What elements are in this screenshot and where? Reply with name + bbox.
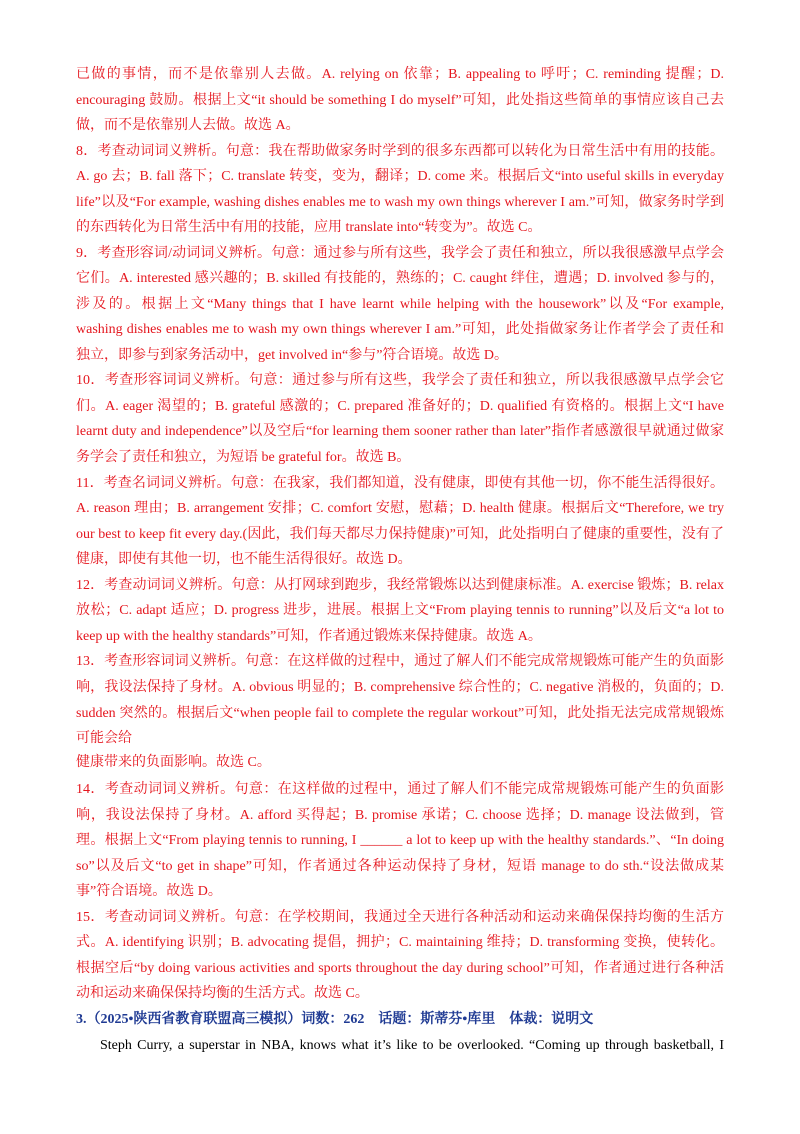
explanation-line: 们。A. eager 渴望的；B. grateful 感激的；C. prepared 准备好的；D. qualified 有资格的。根据上文“I have <box>76 399 724 414</box>
explanation-line: 务学会了责任和独立，为短语 be grateful for。故选 B。 <box>76 450 411 465</box>
explanation-line: 它们。A. interested 感兴趣的；B. skilled 有技能的，熟练的；C. caught 绊住，遭遇；D. involved 参与的， <box>76 271 724 286</box>
explanation-line: 理。根据上文“From playing tennis to running, I ______ a lot to keep up with the healthy standards.”、“In doing <box>76 833 724 848</box>
explanation-line: 的东西转化为日常生活中有用的技能，应用 translate into“转变为”。故选 C。 <box>76 220 542 235</box>
explanation-line: 13．考查形容词词义辨析。句意：在这样做的过程中，通过了解人们不能完成常规锻炼可能产生的负面影 <box>76 654 724 669</box>
explanation-line: 10．考查形容词词义辨析。句意：通过参与所有这些，我学会了责任和独立，所以我很感激早点学会它 <box>76 373 724 388</box>
explanation-line: washing dishes enables me to wash my own things wherever I am.”可知，此处指做家务让作者学会了责任和 <box>76 322 724 337</box>
explanation-line: 8．考查动词词义辨析。句意：我在帮助做家务时学到的很多东西都可以转化为日常生活中有用的技能。 <box>76 144 724 159</box>
explanation-line: 响，我设法保持了身材。A. obvious 明显的；B. comprehensive 综合性的；C. negative 消极的，负面的；D. <box>76 680 724 695</box>
explanation-line: 式。A. identifying 识别；B. advocating 提倡，拥护；C. maintaining 维持；D. transforming 变换，使转化。 <box>76 935 724 950</box>
explanation-line: life”以及“For example, washing dishes enables me to wash my own things wherever I am.”可知，做家务时学到 <box>76 195 724 210</box>
explanation-line: 15．考查动词词义辨析。句意：在学校期间，我通过全天进行各种活动和运动来确保保持均衡的生活方 <box>76 910 724 925</box>
explanation-line: 动和运动来确保保持均衡的生活方式。故选 C。 <box>76 986 369 1001</box>
explanation-line: our best to keep fit every day.(因此，我们每天都尽力保持健康)”可知，此处指明白了健康的重要性，没有了 <box>76 527 724 542</box>
explanation-line: A. reason 理由；B. arrangement 安排；C. comfort 安慰，慰藉；D. health 健康。根据后文“Therefore, we try <box>76 501 724 516</box>
explanation-line: 根据空后“by doing various activities and sports throughout the day during school”可知，作者通过进行各种活 <box>76 961 724 976</box>
explanation-line: 健康，即使有其他一切，也不能生活得很好。故选 D。 <box>76 552 412 567</box>
explanation-line: 事”符合语境。故选 D。 <box>76 884 222 899</box>
explanation-line: sudden 突然的。根据后文“when people fail to complete the regular workout”可知，此处指无法完成常规锻炼 <box>76 706 724 721</box>
explanation-line: 可能会给 <box>76 731 132 746</box>
passage-header: 3.（2025•陕西省教育联盟高三模拟）词数：262 话题：斯蒂芬•库里 体裁：说明文 <box>76 1012 594 1027</box>
explanation-line: keep up with the healthy standards”可知，作者通过锻炼来保持健康。故选 A。 <box>76 629 542 644</box>
explanation-line: 健康带来的负面影响。故选 C。 <box>76 755 271 770</box>
explanation-line: encouraging 鼓励。根据上文“it should be something I do myself”可知，此处指这些简单的事情应该自己去 <box>76 93 724 108</box>
explanation-line: 响，我设法保持了身材。A. afford 买得起；B. promise 承诺；C. choose 选择；D. manage 设法做到，管 <box>76 808 724 823</box>
explanation-line: 放松；C. adapt 适应；D. progress 进步，进展。根据上文“From playing tennis to running”以及后文“a lot to <box>76 603 724 618</box>
explanation-line: learnt duty and independence”以及空后“for learning them sooner rather than later”指作者感激很早就通过做家 <box>76 424 724 439</box>
passage-line: Steph Curry, a superstar in NBA, knows what it’s like to be overlooked. “Coming up through basketball, I <box>100 1038 724 1053</box>
explanation-line: 涉及的。根据上文“Many things that I have learnt while helping with the housework”以及“For example, <box>76 297 724 312</box>
explanation-line: A. go 去；B. fall 落下；C. translate 转变，变为，翻译；D. come 来。根据后文“into useful skills in everyday <box>76 169 724 184</box>
explanation-line: 14．考查动词词义辨析。句意：在这样做的过程中，通过了解人们不能完成常规锻炼可能产生的负面影 <box>76 782 724 797</box>
explanation-line: 已做的事情，而不是依靠别人去做。A. relying on 依靠；B. appealing to 呼吁；C. reminding 提醒；D. <box>76 67 724 82</box>
explanation-line: 做，而不是依靠别人去做。故选 A。 <box>76 118 300 133</box>
explanation-line: so”以及后文“to get in shape”可知，作者通过各种运动保持了身材，短语 manage to do sth.“设法做成某 <box>76 859 724 874</box>
explanation-line: 12．考查动词词义辨析。句意：从打网球到跑步，我经常锻炼以达到健康标准。A. exercise 锻炼；B. relax <box>76 578 724 593</box>
explanation-line: 9．考查形容词/动词词义辨析。句意：通过参与所有这些，我学会了责任和独立，所以我很感激早点学会 <box>76 246 724 261</box>
explanation-line: 11．考查名词词义辨析。句意：在我家，我们都知道，没有健康，即使有其他一切，你不能生活得很好。 <box>76 476 724 491</box>
explanation-line: 独立，即参与到家务活动中，get involved in“参与”符合语境。故选 D。 <box>76 348 509 363</box>
